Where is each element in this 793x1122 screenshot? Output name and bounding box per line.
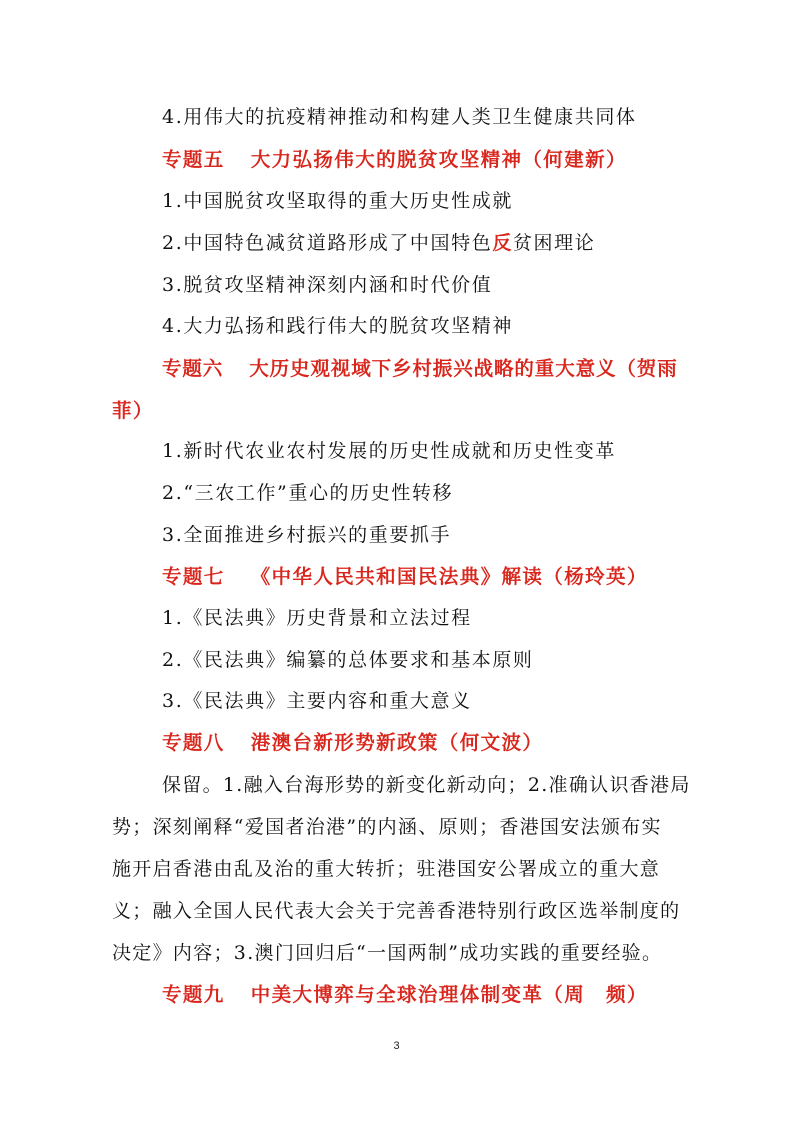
- topic-label: 专题八: [162, 731, 225, 754]
- topic-label: 专题五: [162, 148, 225, 171]
- topic-heading: [162, 730, 543, 756]
- topic-heading-continuation: 菲）: [112, 399, 154, 422]
- topic-label: 专题九: [162, 983, 225, 1006]
- list-item: [162, 230, 595, 256]
- paragraph-line: 决定》内容；3.澳门回归后“一国两制”成功实践的重要经验。: [112, 942, 663, 964]
- topic-title: 大力弘扬伟大的脱贫攻坚精神（何建新）: [250, 148, 627, 171]
- list-item: 3.全面推进乡村振兴的重要抓手: [162, 524, 452, 546]
- topic-heading: [162, 147, 627, 173]
- list-item-text: 2.中国特色减贫道路形成了中国特色: [162, 232, 493, 254]
- list-item: 2.《民法典》编纂的总体要求和基本原则: [162, 649, 534, 671]
- topic-title: 大历史观视域下乡村振兴战略的重大意义（贺雨: [249, 357, 678, 380]
- topic-label: 专题七: [162, 565, 225, 588]
- list-item: 1.中国脱贫攻坚取得的重大历史性成就: [162, 190, 513, 212]
- list-item: 4.大力弘扬和践行伟大的脱贫攻坚精神: [162, 315, 513, 337]
- list-item: 4.用伟大的抗疫精神推动和构建人类卫生健康共同体: [162, 106, 637, 128]
- paragraph-line: 势；深刻阐释“爱国者治港”的内涵、原则；香港国安法颁布实: [112, 816, 662, 838]
- paragraph-line: 施开启香港由乱及治的重大转折；驻港国安公署成立的重大意: [112, 858, 661, 880]
- topic-heading: [162, 356, 678, 382]
- paragraph-line: 义；融入全国人民代表大会关于完善香港特别行政区选举制度的: [112, 900, 681, 922]
- topic-heading: [162, 564, 648, 590]
- topic-title: 中美大博弈与全球治理体制变革（周 频）: [250, 983, 648, 1006]
- list-item: 1.新时代农业农村发展的历史性成就和历史性变革: [162, 440, 616, 462]
- highlighted-character: 反: [492, 232, 513, 254]
- topic-heading: [162, 982, 648, 1008]
- list-item: 3.脱贫攻坚精神深刻内涵和时代价值: [162, 274, 493, 296]
- topic-title: 《中华人民共和国民法典》解读（杨玲英）: [250, 565, 648, 588]
- page-number: 3: [393, 1040, 400, 1052]
- topic-title: 港澳台新形势新政策（何文波）: [250, 731, 544, 754]
- paragraph-line: 保留。1.融入台海形势的新变化新动向；2.准确认识香港局: [162, 774, 691, 796]
- list-item: 1.《民法典》历史背景和立法过程: [162, 607, 472, 629]
- list-item-text: 贫困理论: [512, 232, 596, 254]
- list-item: 3.《民法典》主要内容和重大意义: [162, 690, 472, 712]
- topic-label: 专题六: [162, 357, 224, 380]
- list-item: 2.“三农工作”重心的历史性转移: [162, 482, 454, 504]
